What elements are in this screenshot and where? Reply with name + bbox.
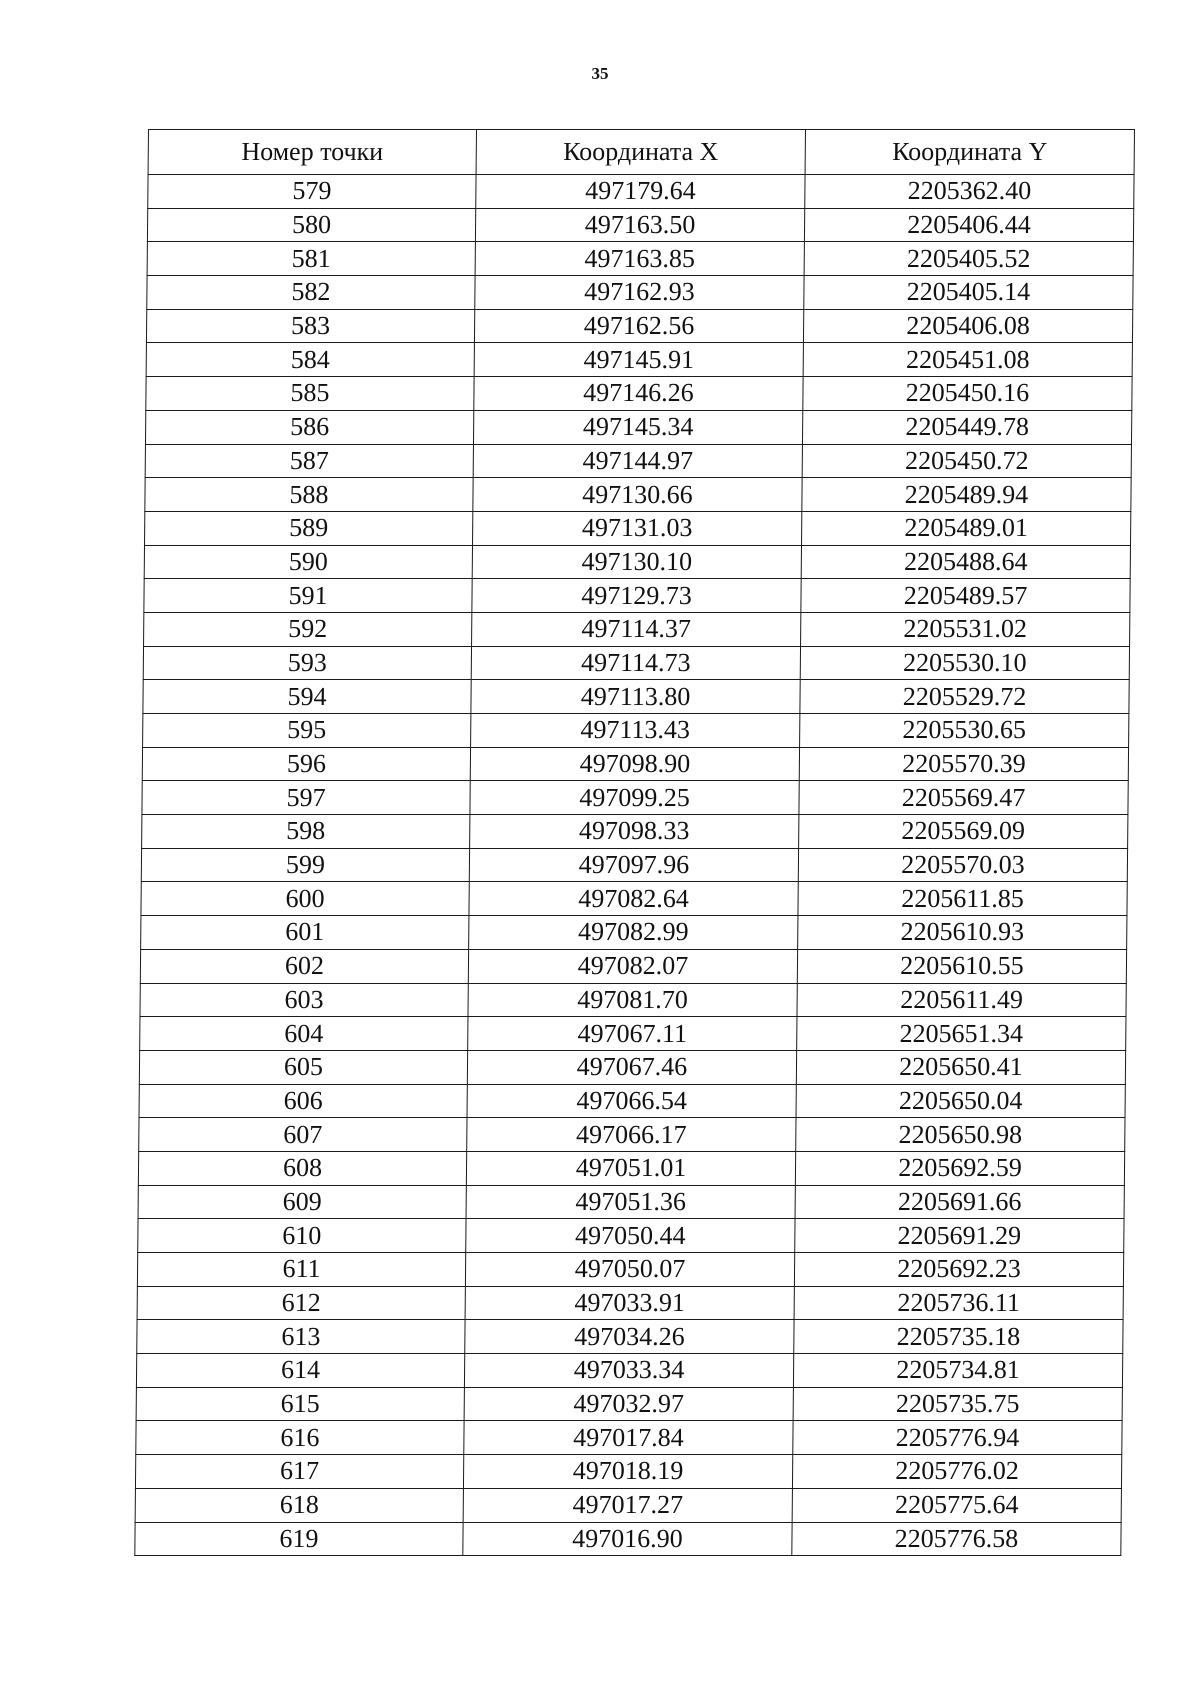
- cell-point-number: 615: [136, 1387, 464, 1421]
- cell-coordinate-x: 497114.73: [471, 646, 800, 680]
- table-row: [139, 1084, 1125, 1118]
- cell-point-number: 583: [146, 309, 474, 343]
- cell-point-number: 588: [145, 478, 473, 512]
- cell-point-number: 594: [143, 680, 471, 714]
- cell-coordinate-y: 2205691.29: [795, 1219, 1124, 1253]
- cell-point-number: 598: [142, 815, 470, 849]
- cell-point-number: 617: [135, 1455, 463, 1489]
- cell-coordinate-y: 2205611.85: [798, 882, 1127, 916]
- cell-coordinate-y: 2205362.40: [805, 175, 1134, 209]
- table-row: [142, 781, 1128, 815]
- cell-coordinate-y: 2205569.09: [799, 815, 1128, 849]
- cell-coordinate-y: 2205569.47: [799, 781, 1128, 815]
- cell-point-number: 579: [148, 175, 476, 209]
- cell-point-number: 586: [145, 410, 473, 444]
- coordinates-table: [134, 129, 1135, 1556]
- table-row: [145, 511, 1131, 545]
- table-row: [139, 1118, 1125, 1152]
- cell-point-number: 607: [139, 1118, 467, 1152]
- cell-point-number: 584: [146, 343, 474, 377]
- cell-coordinate-x: 497129.73: [472, 579, 801, 613]
- table-row: [135, 1488, 1121, 1522]
- cell-coordinate-x: 497163.50: [475, 208, 804, 242]
- cell-coordinate-x: 497033.91: [465, 1286, 794, 1320]
- table-row: [145, 478, 1131, 512]
- cell-coordinate-y: 2205489.94: [802, 478, 1131, 512]
- cell-coordinate-x: 497050.44: [466, 1219, 795, 1253]
- cell-point-number: 592: [144, 612, 472, 646]
- cell-coordinate-x: 497113.80: [471, 680, 800, 714]
- cell-point-number: 587: [145, 444, 473, 478]
- cell-point-number: 616: [136, 1421, 464, 1455]
- table-row: [146, 377, 1132, 411]
- cell-coordinate-x: 497179.64: [476, 175, 805, 209]
- table-row: [143, 714, 1129, 748]
- cell-coordinate-x: 497145.91: [474, 343, 803, 377]
- cell-coordinate-y: 2205650.98: [796, 1118, 1125, 1152]
- table-row: [144, 545, 1130, 579]
- table-row: [138, 1219, 1124, 1253]
- cell-coordinate-x: 497050.07: [465, 1253, 794, 1287]
- cell-coordinate-y: 2205530.65: [800, 714, 1129, 748]
- cell-coordinate-y: 2205610.55: [797, 949, 1126, 983]
- cell-point-number: 593: [143, 646, 471, 680]
- cell-coordinate-y: 2205450.72: [802, 444, 1131, 478]
- cell-coordinate-y: 2205736.11: [794, 1286, 1123, 1320]
- cell-coordinate-y: 2205406.08: [803, 309, 1132, 343]
- cell-coordinate-x: 497113.43: [471, 714, 800, 748]
- cell-coordinate-x: 497114.37: [472, 612, 801, 646]
- cell-point-number: 606: [139, 1084, 467, 1118]
- cell-coordinate-x: 497067.46: [467, 1050, 796, 1084]
- table-row: [142, 815, 1128, 849]
- table-row: [135, 1522, 1121, 1556]
- column-header-point-number: Номер точки: [148, 130, 476, 175]
- cell-coordinate-x: 497082.64: [469, 882, 798, 916]
- table-row: [137, 1253, 1123, 1287]
- table-row: [137, 1286, 1123, 1320]
- cell-point-number: 581: [147, 242, 475, 276]
- cell-coordinate-y: 2205651.34: [797, 1017, 1126, 1051]
- cell-coordinate-x: 497098.33: [470, 815, 799, 849]
- table-row: [136, 1387, 1122, 1421]
- cell-coordinate-x: 497033.34: [464, 1354, 793, 1388]
- cell-coordinate-y: 2205692.23: [794, 1253, 1123, 1287]
- cell-point-number: 613: [137, 1320, 465, 1354]
- cell-point-number: 596: [142, 747, 470, 781]
- cell-coordinate-y: 2205610.93: [798, 916, 1127, 950]
- table-body: [135, 175, 1134, 1556]
- cell-point-number: 602: [140, 949, 468, 983]
- cell-coordinate-y: 2205650.04: [796, 1084, 1125, 1118]
- table-row: [144, 612, 1130, 646]
- cell-coordinate-x: 497144.97: [473, 444, 802, 478]
- cell-coordinate-x: 497097.96: [469, 848, 798, 882]
- cell-point-number: 585: [146, 377, 474, 411]
- table-row: [142, 747, 1128, 781]
- cell-coordinate-y: 2205405.52: [804, 242, 1133, 276]
- cell-coordinate-y: 2205406.44: [804, 208, 1133, 242]
- cell-coordinate-y: 2205611.49: [797, 983, 1126, 1017]
- cell-coordinate-y: 2205450.16: [803, 377, 1132, 411]
- cell-point-number: 589: [145, 511, 473, 545]
- table-row: [145, 410, 1131, 444]
- cell-coordinate-y: 2205530.10: [800, 646, 1129, 680]
- table-row: [139, 1050, 1125, 1084]
- table-row: [140, 949, 1126, 983]
- table-header-row: [148, 130, 1134, 175]
- cell-coordinate-y: 2205529.72: [800, 680, 1129, 714]
- cell-coordinate-y: 2205570.39: [799, 747, 1128, 781]
- cell-coordinate-x: 497067.11: [468, 1017, 797, 1051]
- table-row: [147, 208, 1133, 242]
- cell-coordinate-x: 497051.36: [466, 1185, 795, 1219]
- cell-point-number: 611: [137, 1253, 465, 1287]
- cell-coordinate-x: 497162.56: [474, 309, 803, 343]
- table-row: [136, 1354, 1122, 1388]
- cell-coordinate-x: 497131.03: [473, 511, 802, 545]
- table-row: [141, 916, 1127, 950]
- cell-point-number: 605: [139, 1050, 467, 1084]
- cell-coordinate-y: 2205405.14: [804, 276, 1133, 310]
- cell-coordinate-x: 497146.26: [474, 377, 803, 411]
- cell-point-number: 612: [137, 1286, 465, 1320]
- cell-coordinate-y: 2205734.81: [793, 1354, 1122, 1388]
- cell-coordinate-x: 497130.10: [472, 545, 801, 579]
- table-row: [144, 579, 1130, 613]
- cell-coordinate-x: 497099.25: [470, 781, 799, 815]
- table-row: [140, 1017, 1126, 1051]
- table-row: [141, 882, 1127, 916]
- table-row: [145, 444, 1131, 478]
- table-row: [147, 276, 1133, 310]
- cell-point-number: 595: [143, 714, 471, 748]
- cell-point-number: 614: [136, 1354, 464, 1388]
- table-row: [148, 175, 1134, 209]
- cell-coordinate-y: 2205488.64: [801, 545, 1130, 579]
- cell-coordinate-y: 2205776.94: [793, 1421, 1122, 1455]
- table-row: [136, 1421, 1122, 1455]
- cell-coordinate-x: 497162.93: [475, 276, 804, 310]
- cell-point-number: 591: [144, 579, 472, 613]
- cell-coordinate-x: 497145.34: [473, 410, 802, 444]
- column-header-coordinate-x: Координата X: [476, 130, 805, 175]
- cell-point-number: 610: [138, 1219, 466, 1253]
- cell-point-number: 582: [147, 276, 475, 310]
- cell-coordinate-x: 497066.54: [467, 1084, 796, 1118]
- cell-coordinate-y: 2205735.75: [793, 1387, 1122, 1421]
- cell-coordinate-x: 497016.90: [463, 1522, 792, 1556]
- table-row: [140, 983, 1126, 1017]
- cell-coordinate-x: 497130.66: [473, 478, 802, 512]
- cell-coordinate-x: 497017.27: [463, 1488, 792, 1522]
- column-header-coordinate-y: Координата Y: [805, 130, 1134, 175]
- table-row: [146, 309, 1132, 343]
- cell-coordinate-x: 497032.97: [464, 1387, 793, 1421]
- cell-coordinate-y: 2205489.01: [802, 511, 1131, 545]
- cell-point-number: 600: [141, 882, 469, 916]
- cell-coordinate-x: 497163.85: [475, 242, 804, 276]
- cell-coordinate-x: 497018.19: [463, 1455, 792, 1489]
- table-row: [147, 242, 1133, 276]
- cell-coordinate-x: 497017.84: [464, 1421, 793, 1455]
- cell-point-number: 601: [141, 916, 469, 950]
- cell-coordinate-y: 2205650.41: [796, 1050, 1125, 1084]
- cell-point-number: 604: [140, 1017, 468, 1051]
- cell-coordinate-x: 497066.17: [467, 1118, 796, 1152]
- table-row: [143, 646, 1129, 680]
- table-row: [143, 680, 1129, 714]
- table-row: [138, 1185, 1124, 1219]
- table-row: [135, 1455, 1121, 1489]
- table-row: [137, 1320, 1123, 1354]
- table-header: [148, 130, 1134, 175]
- cell-point-number: 580: [147, 208, 475, 242]
- cell-coordinate-x: 497081.70: [468, 983, 797, 1017]
- cell-coordinate-y: 2205449.78: [802, 410, 1131, 444]
- cell-coordinate-y: 2205451.08: [803, 343, 1132, 377]
- cell-coordinate-x: 497051.01: [466, 1151, 795, 1185]
- cell-coordinate-y: 2205692.59: [795, 1151, 1124, 1185]
- cell-coordinate-y: 2205775.64: [792, 1488, 1121, 1522]
- cell-point-number: 619: [135, 1522, 463, 1556]
- page-number: 35: [591, 64, 609, 83]
- cell-point-number: 603: [140, 983, 468, 1017]
- cell-coordinate-y: 2205531.02: [801, 612, 1130, 646]
- cell-coordinate-y: 2205735.18: [794, 1320, 1123, 1354]
- table-row: [138, 1151, 1124, 1185]
- table-row: [146, 343, 1132, 377]
- cell-point-number: 618: [135, 1488, 463, 1522]
- cell-point-number: 599: [141, 848, 469, 882]
- table-row: [141, 848, 1127, 882]
- cell-point-number: 609: [138, 1185, 466, 1219]
- cell-coordinate-x: 497034.26: [465, 1320, 794, 1354]
- cell-coordinate-y: 2205776.58: [792, 1522, 1121, 1556]
- cell-coordinate-y: 2205489.57: [801, 579, 1130, 613]
- cell-coordinate-y: 2205570.03: [798, 848, 1127, 882]
- cell-coordinate-x: 497082.07: [468, 949, 797, 983]
- cell-point-number: 608: [138, 1151, 466, 1185]
- cell-point-number: 597: [142, 781, 470, 815]
- cell-coordinate-x: 497098.90: [470, 747, 799, 781]
- cell-point-number: 590: [144, 545, 472, 579]
- cell-coordinate-y: 2205691.66: [795, 1185, 1124, 1219]
- cell-coordinate-x: 497082.99: [469, 916, 798, 950]
- cell-coordinate-y: 2205776.02: [792, 1455, 1121, 1489]
